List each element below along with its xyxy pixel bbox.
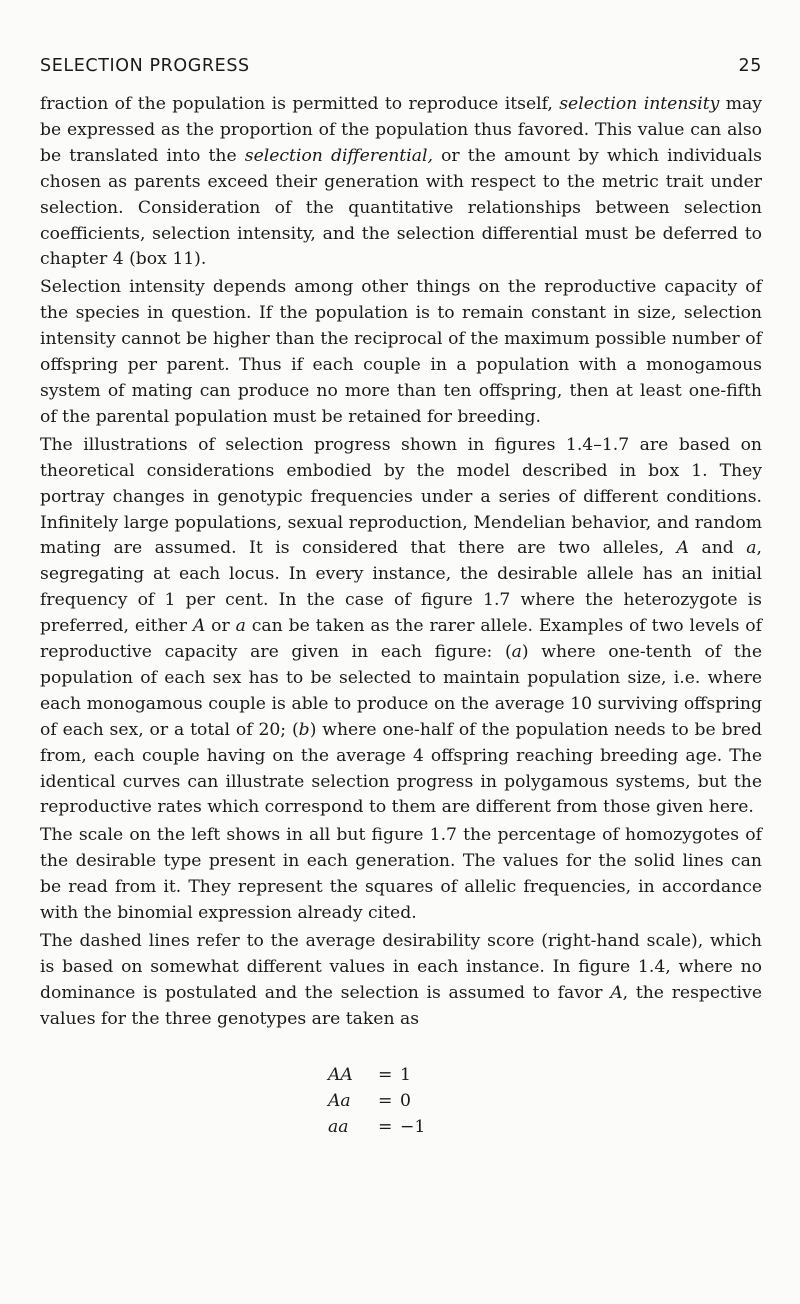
text-run: and: [688, 538, 747, 559]
case-label: a: [511, 642, 522, 663]
equation-row: [328, 1115, 425, 1141]
allele-symbol: a: [746, 538, 757, 559]
page-number: 25: [738, 56, 762, 76]
equals-sign: =: [378, 1090, 393, 1111]
text-run: , segregating at each locus. In every instance, the desirable allele has an initial frequency of 1 per cent. In the case of figure 1.7 where the heterozygote is preferred, either: [40, 538, 762, 637]
paragraph-2: Selection intensity depends among other things on the reproductive capacity of the species in question. If the population is to remain constant in size, selection intensity cannot be higher than the reciprocal of the maximum possible number of offspring per parent. Thus if each couple in a population with a monogamous system of mating can produce no more than ten offspring, then at least one-fifth of the parental population must be retained for breeding.: [40, 277, 762, 427]
allele-symbol: A: [676, 538, 689, 559]
equation-row: [328, 1089, 425, 1115]
genotype-value: 1: [400, 1065, 411, 1085]
text-run: may be expressed as the proportion of the population thus favored. This value can also be translated into the: [40, 94, 762, 166]
allele-symbol: A: [610, 982, 623, 1003]
text-run: ) where one-half of the population needs to be bred from, each couple having on the average 4 offspring reaching breeding age. The identical curves can illustrate selection progress in polygamous systems, but the reproductive rates which correspond to them are different from those given here.: [40, 719, 762, 818]
paragraph-3: [40, 433, 762, 822]
text-run: can be taken as the rarer allele. Examples of two levels of reproductive capacity are given in each figure: (: [40, 616, 763, 663]
term-selection-intensity: selection intensity: [559, 94, 720, 114]
text-run: or the amount by which individuals chosen as parents exceed their generation with respect to the metric trait under selection. Consideration of the quantitative relationships between selection coefficients, selection intensity, and the selection differential must be deferred to chapter 4 (box 11).: [40, 145, 762, 270]
genotype: AA: [328, 1065, 353, 1085]
running-title: SELECTION PROGRESS: [40, 56, 250, 76]
genotype-values: [328, 1063, 425, 1141]
allele-symbol: a: [235, 616, 246, 637]
text-run: The illustrations of selection progress shown in figures 1.4–1.7 are based on theoretical considerations embodied by the model described in box 1. They portray changes in genotypic frequencies under a series of different conditions. Infinitely large populations, sexual reproduction, Mendelian behavior, and random mating are assumed. It is considered that there are two alleles,: [40, 434, 762, 559]
page-header: [40, 56, 762, 76]
paragraph-5: [40, 929, 762, 1033]
text-run: or: [205, 616, 236, 637]
allele-symbol: A: [192, 616, 206, 637]
genotype: aa: [328, 1116, 349, 1137]
equation-row: [328, 1063, 425, 1089]
equals-sign: =: [378, 1116, 393, 1137]
equals-sign: =: [378, 1065, 393, 1085]
genotype-value: 0: [400, 1090, 411, 1111]
case-label: b: [298, 719, 310, 740]
term-selection-differential: selection differential,: [244, 145, 433, 166]
text-run: ) where one-tenth of the population of each sex has to be selected to maintain population size, i.e. where each monogamous couple is able to produce on the average 10 surviving offspring of each sex, or a total of 20; (: [40, 642, 762, 740]
text-run: The dashed lines refer to the average desirability score (right-hand scale), which is based on somewhat different values in each instance. In figure 1.4, where no dominance is postulated and the selection is assumed to favor: [40, 931, 762, 1003]
genotype: Aa: [328, 1090, 351, 1111]
text-run: fraction of the population is permitted to reproduce itself,: [40, 94, 560, 114]
text-run: , the respective values for the three genotypes are taken as: [40, 982, 762, 1029]
body-text: [40, 92, 762, 1033]
paragraph-1: [40, 92, 762, 273]
paragraph-4: The scale on the left shows in all but figure 1.7 the percentage of homozygotes of the desirable type present in each generation. The values for the solid lines can be read from it. They represent the squares of allelic frequencies, in accordance with the binomial expression already cited.: [40, 825, 762, 924]
genotype-value: −1: [400, 1116, 426, 1137]
